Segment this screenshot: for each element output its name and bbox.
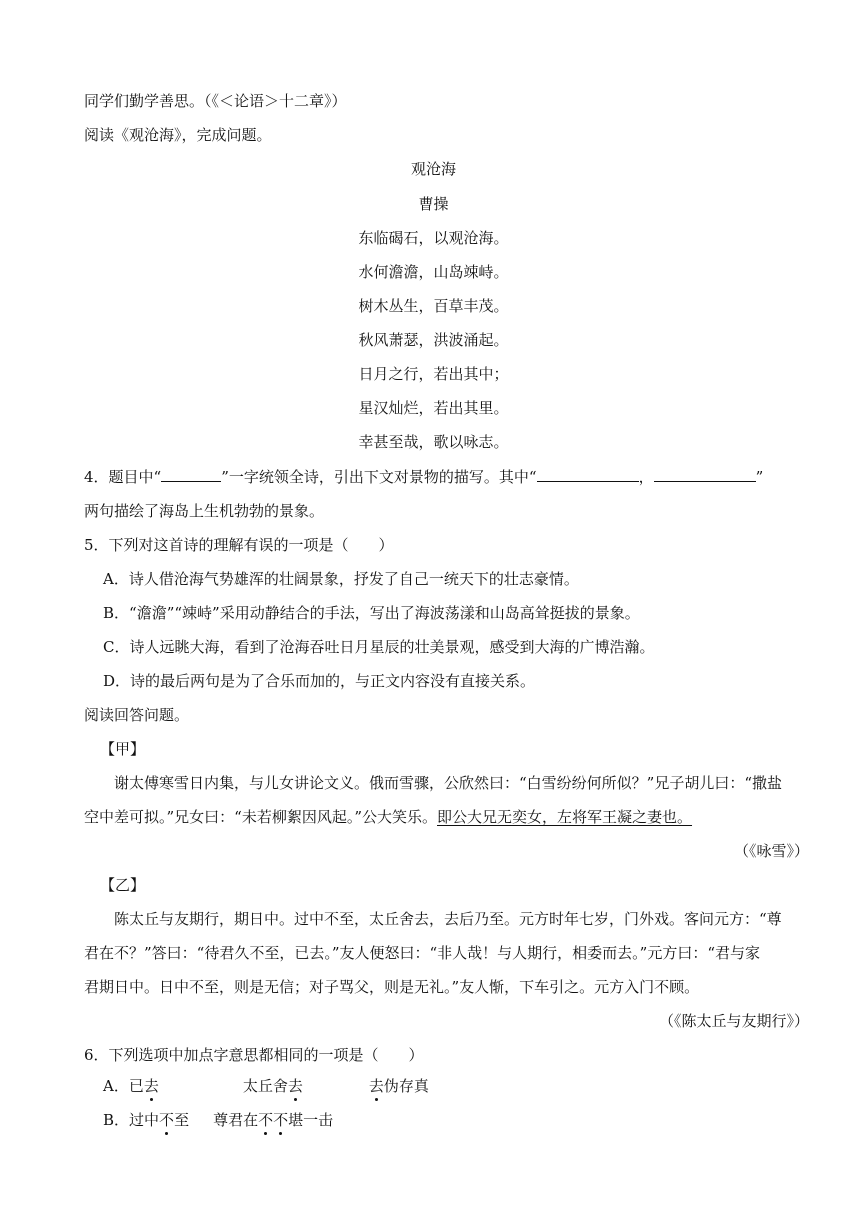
option-b: B．“澹澹”“竦峙”采用动静结合的手法，写出了海波荡漾和山岛高耸挺拔的景象。 [103,604,640,622]
poem-author: 曹操 [418,195,449,213]
q6-option-a: A．已去 太丘舍去 去伪存真 [103,1077,429,1095]
dotted-char: 不 [159,1111,175,1129]
question-4-line-2: 两句描绘了海岛上生机勃勃的景象。 [84,502,325,520]
passage-yi-line: 君期日中。日中不至，则是无信；对子骂父，则是无礼。”友人惭，下车引之。元方入门不顾。 [84,978,700,996]
answer-blank[interactable] [161,467,221,482]
poem-line: 日月之行，若出其中； [358,365,509,383]
passage-jia-line: 谢太傅寒雪日内集，与儿女讲论文义。俄而雪骤，公欣然曰：“白雪纷纷何所似？”兄子胡儿曰：“撒盐 [114,774,783,792]
passage-source: （《陈太丘与友期行》） [658,1012,809,1030]
passage-yi-line: 陈太丘与友期行，期日中。过中不至，太丘舍去，去后乃至。元方时年七岁，门外戏。客问元方：“尊 [114,910,782,928]
answer-blank[interactable] [537,467,639,482]
poem-title: 观沧海 [410,160,456,178]
option-d: D．诗的最后两句是为了合乐而加的，与正文内容没有直接关系。 [103,672,536,690]
q6-option-b: B．过中不至 尊君在不不堪一击 [103,1111,334,1129]
poem-line: 水何澹澹，山岛竦峙。 [358,263,509,281]
intro-tail: 同学们勤学善思。（《＜论语＞十二章》） [84,92,347,110]
dotted-char: 去 [287,1077,303,1095]
dotted-char: 不 [273,1111,289,1129]
poem-line: 星汉灿烂，若出其里。 [358,399,509,417]
passage-label-yi: 【乙】 [100,876,146,894]
dotted-char: 去 [143,1077,159,1095]
dotted-char: 去 [368,1077,384,1095]
passage-jia-line: 空中差可拟。”兄女曰：“未若柳絮因风起。”公大笑乐。即公大兄无奕女，左将军王凝之妻也。 [84,808,693,826]
poem-line: 秋风萧瑟，洪波涌起。 [358,331,509,349]
passage-source: （《咏雪》） [733,842,809,860]
poem-line: 幸甚至哉，歌以咏志。 [358,433,509,451]
underlined-sentence: 即公大兄无奕女，左将军王凝之妻也。 [437,808,693,826]
dotted-char: 不 [258,1111,274,1129]
question-6-stem: 6．下列选项中加点字意思都相同的一项是（ ） [84,1046,424,1064]
option-a: A．诗人借沧海气势雄浑的壮阔景象，抒发了自己一统天下的壮志豪情。 [103,570,579,588]
question-number: 4． [84,468,109,486]
instruction-poem: 阅读《观沧海》，完成问题。 [84,126,272,144]
passage-label-jia: 【甲】 [100,740,146,758]
poem-line: 东临碣石，以观沧海。 [358,229,509,247]
passage-yi-line: 君在不？”答曰：“待君久不至，已去。”友人便怒曰：“非人哉！与人期行，相委而去。”元方曰：“君与家 [84,944,761,962]
poem-line: 树木丛生，百草丰茂。 [358,297,509,315]
option-c: C．诗人远眺大海，看到了沧海吞吐日月星辰的壮美景观，感受到大海的广博浩瀚。 [103,638,655,656]
question-4: 4．题目中“ ”一字统领全诗，引出下文对景物的描写。其中“ ， ” [84,468,764,486]
answer-blank[interactable] [654,467,756,482]
question-5-stem: 5．下列对这首诗的理解有误的一项是（ ） [84,536,394,554]
instruction-reading: 阅读回答问题。 [84,706,190,724]
